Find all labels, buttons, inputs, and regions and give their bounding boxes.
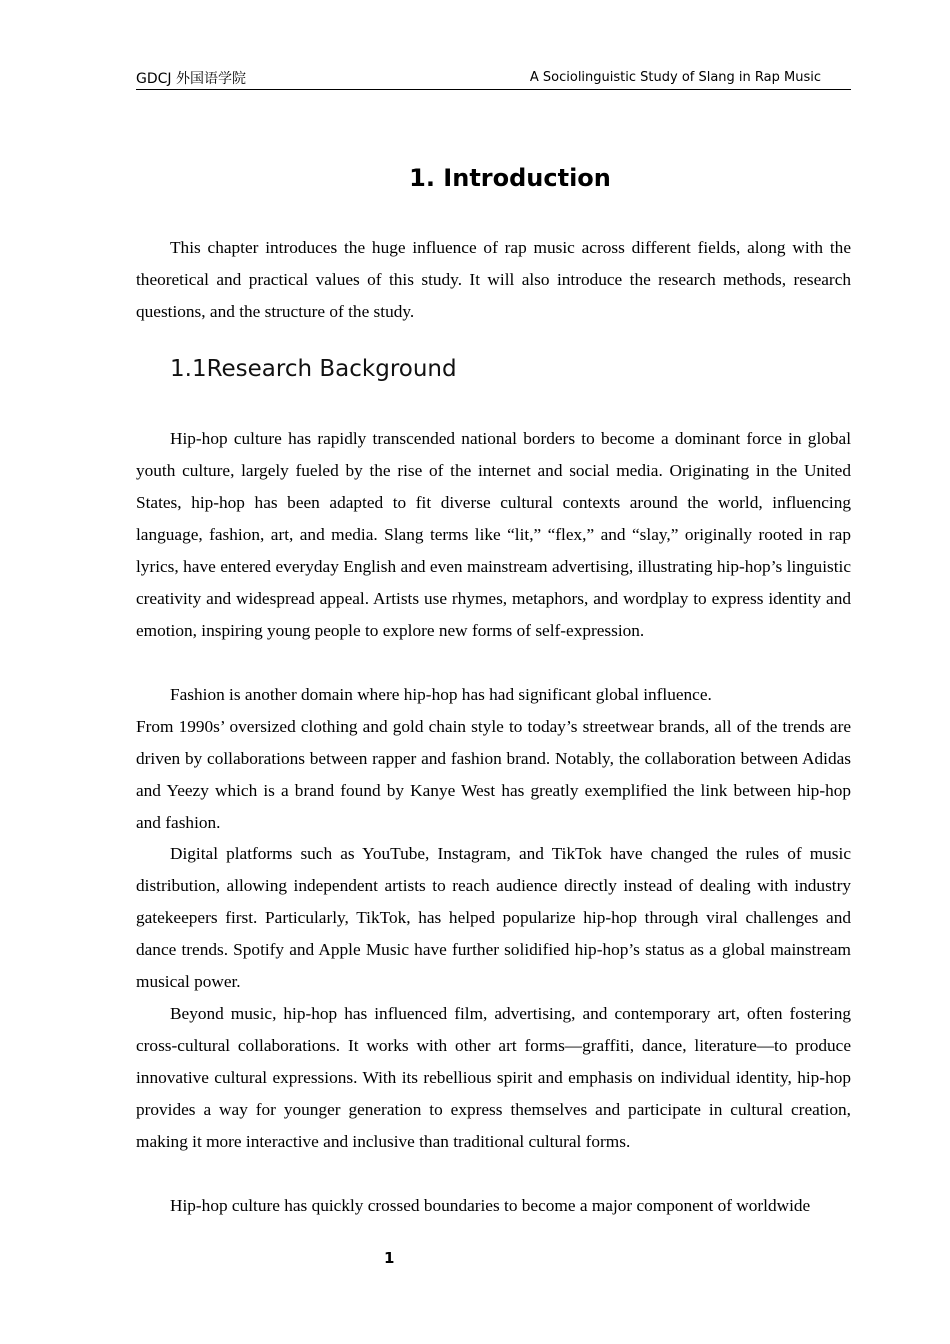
chapter-title: 1. Introduction bbox=[409, 164, 611, 192]
section-heading: 1.1Research Background bbox=[170, 356, 457, 382]
body-paragraph: Fashion is another domain where hip-hop has had significant global influence. bbox=[170, 685, 712, 704]
header-institution: GDCJ 外国语学院 bbox=[136, 71, 246, 87]
page-number: 1 bbox=[384, 1249, 395, 1267]
page-header bbox=[136, 68, 851, 90]
intro-paragraph: This chapter introduces the huge influence of rap music across different fields, along with the theoretical and practical values of this study. It will also introduce the research methods, research questions, and the structure of the study. bbox=[136, 238, 851, 321]
body-paragraph: From 1990s’ oversized clothing and gold chain style to today’s streetwear brands, all of the trends are driven by collaborations between rapper and fashion brand. Notably, the collaboration between Adidas and Yeezy which is a brand found by Kanye West has greatly exemplified the link between hip-hop and fashion. bbox=[136, 717, 851, 832]
body-paragraph: Hip-hop culture has quickly crossed boundaries to become a major component of worldwide bbox=[170, 1196, 811, 1215]
body-paragraph: Digital platforms such as YouTube, Instagram, and TikTok have changed the rules of music distribution, allowing independent artists to reach audience directly instead of dealing with industry gatekeepers first. Particularly, TikTok, has helped popularize hip-hop through viral challenges and dance trends. Spotify and Apple Music have further solidified hip-hop’s status as a global mainstream musical power. bbox=[136, 844, 851, 991]
body-paragraph: Hip-hop culture has rapidly transcended national borders to become a dominant force in global youth culture, largely fueled by the rise of the internet and social media. Originating in the United States, hip-hop has been adapted to fit diverse cultural contexts around the world, influencing language, fashion, art, and media. Slang terms like “lit,” “flex,” and “slay,” originally rooted in rap lyrics, have entered everyday English and even mainstream advertising, illustrating hip-hop’s linguistic creativity and widespread appeal. Artists use rhymes, metaphors, and wordplay to express identity and emotion, inspiring young people to explore new forms of self-expression. bbox=[136, 429, 851, 640]
body-paragraph: Beyond music, hip-hop has influenced film, advertising, and contemporary art, often fostering cross-cultural collaborations. It works with other art forms—graffiti, dance, literature—to produce innovative cultural expressions. With its rebellious spirit and emphasis on individual identity, hip-hop provides a way for younger generation to express themselves and participate in cultural creation, making it more interactive and inclusive than traditional cultural forms. bbox=[136, 1004, 851, 1151]
header-thesis-title: A Sociolinguistic Study of Slang in Rap Music bbox=[529, 70, 821, 85]
